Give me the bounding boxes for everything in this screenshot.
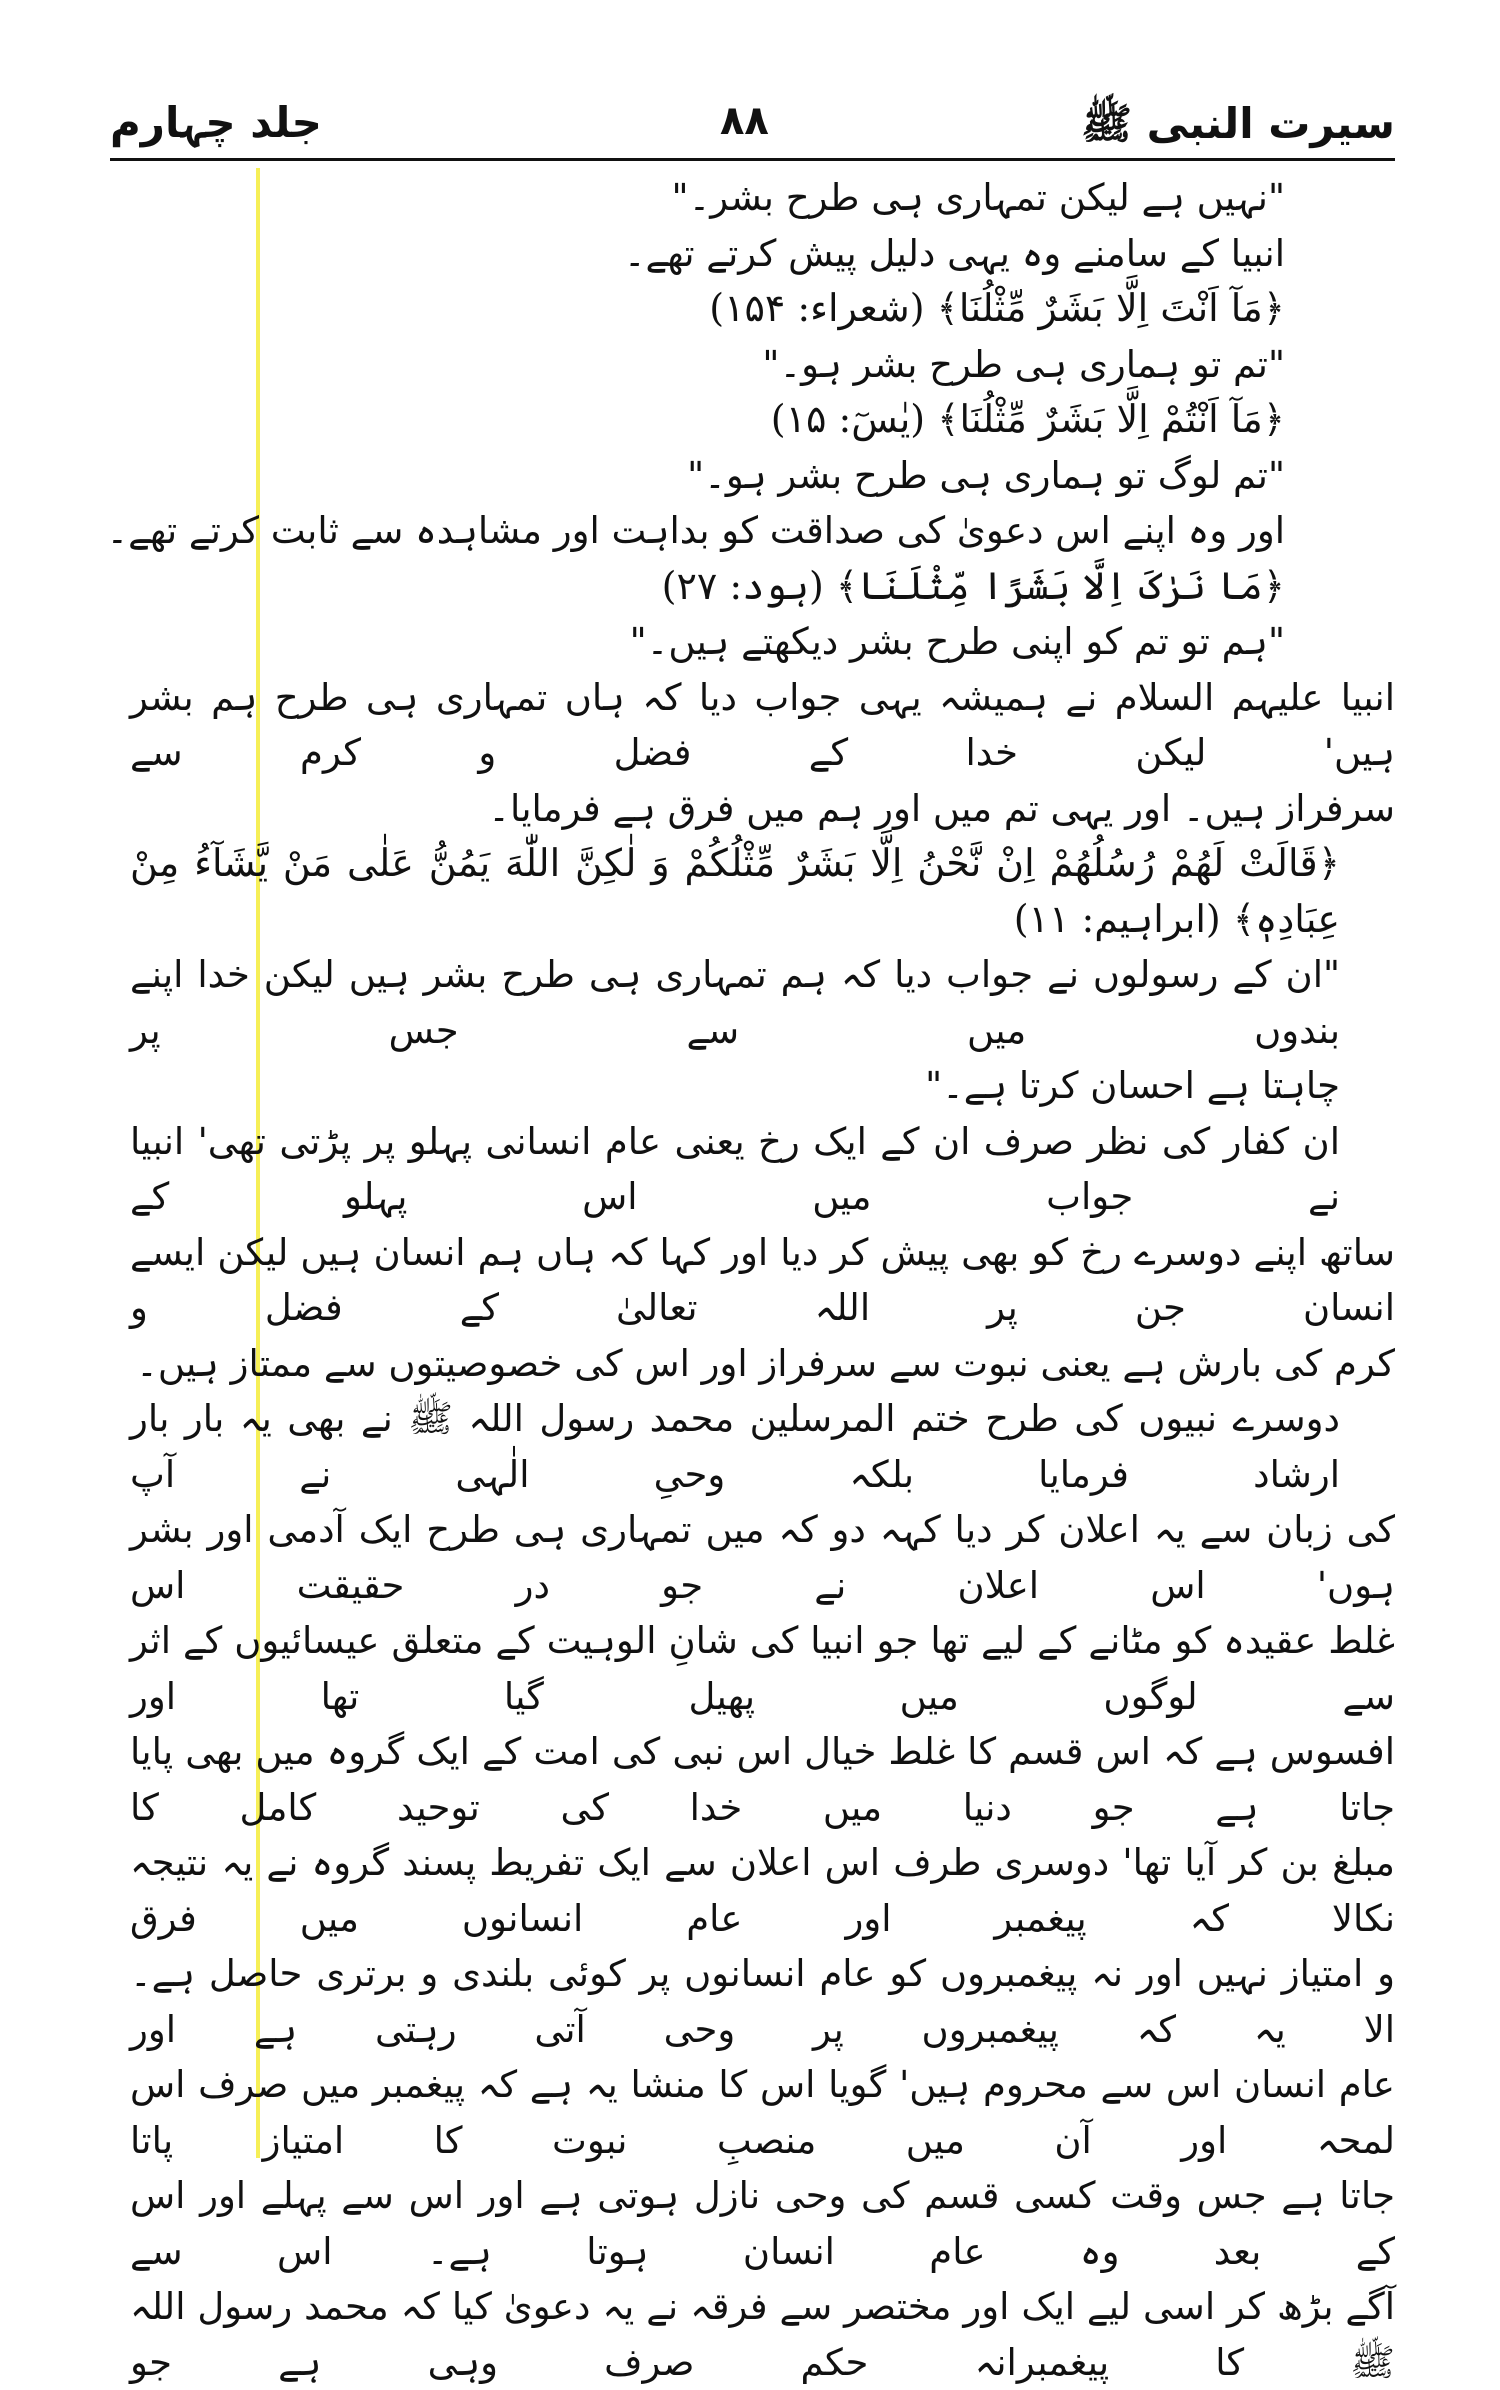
text-line: "تم لوگ تو ہماری ہی طرح بشر ہو۔" <box>687 453 1285 497</box>
text-line: آگے بڑھ کر اسی لیے ایک اور مختصر سے فرقہ نے یہ دعویٰ کیا کہ محمد رسول اللہ ﷺ کا پیغمبرانہ حکم صرف وہی ہے جو <box>130 2285 1395 2384</box>
text-line: سرفراز ہیں۔ اور یہی تم میں اور ہم میں فرق ہے فرمایا۔ <box>488 786 1395 830</box>
quran-verse-line: ﴿مَآ اَنْتَ اِلَّا بَشَرٌ مِّثْلُنَا﴾ (شعراء: ۱۵۴) <box>709 286 1285 330</box>
text-line: دوسرے نبیوں کی طرح ختم المرسلین محمد رسول اللہ ﷺ نے بھی یہ بار بار ارشاد فرمایا بلکہ وحیِ الٰہی نے آپ <box>130 1397 1340 1496</box>
text-line: مبلغ بن کر آیا تھا' دوسری طرف اس اعلان سے ایک تفریط پسند گروہ نے یہ نتیجہ نکالا کہ پیغمبر اور عام انسانوں میں فرق <box>130 1841 1395 1940</box>
page-body <box>106 170 1395 2390</box>
text-line: "ان کے رسولوں نے جواب دیا کہ ہم تمہاری ہی طرح بشر ہیں لیکن خدا اپنے بندوں میں سے جس پر <box>130 953 1340 1052</box>
page-number: ۸۸ <box>720 98 769 144</box>
text-line: ساتھ اپنے دوسرے رخ کو بھی پیش کر دیا اور کہا کہ ہاں ہم انسان ہیں لیکن ایسے انسان جن پر اللہ تعالیٰ کے فضل و <box>130 1230 1395 1329</box>
text-line: افسوس ہے کہ اس قسم کا غلط خیال اس نبی کی امت کے ایک گروہ میں بھی پایا جاتا ہے جو دنیا میں خدا کی توحید کامل کا <box>130 1730 1395 1829</box>
quran-verse-line: ﴿مَآ اَنْتُمْ اِلَّا بَشَرٌ مِّثْلُنَا﴾ (یٰسٓ: ۱۵) <box>770 397 1285 441</box>
text-line: "نہیں ہے لیکن تمہاری ہی طرح بشر۔" <box>671 176 1285 219</box>
volume-label: جلد چہارم <box>110 98 322 147</box>
text-line: جاتا ہے جس وقت کسی قسم کی وحی نازل ہوتی ہے اور اس سے پہلے اور اس کے بعد وہ عام انسان ہوتا ہے۔ اس سے <box>130 2174 1395 2273</box>
text-line: ان کفار کی نظر صرف ان کے ایک رخ یعنی عام انسانی پہلو پر پڑتی تھی' انبیا نے جواب میں اس پہلو کے <box>130 1119 1340 1218</box>
book-title: سیرت النبی ﷺ <box>1081 99 1395 148</box>
quran-verse-line: عِبَادِهٖ﴾ (ابراہیم: ۱۱) <box>1013 896 1340 941</box>
text-line: انبیا کے سامنے وہ یہی دلیل پیش کرتے تھے۔ <box>623 231 1285 275</box>
text-line: چاہتا ہے احسان کرتا ہے۔" <box>925 1064 1340 1107</box>
text-line: عام انسان اس سے محروم ہیں' گویا اس کا منشا یہ ہے کہ پیغمبر میں صرف اس لمحہ اور آن میں منصبِ نبوت کا امتیاز پاتا <box>130 2063 1395 2162</box>
quran-verse-line: ﴿مَا نَرٰکَ اِلَّا بَشَرًا مِّثْلَنَا﴾ (ہود: ۲۷) <box>661 563 1285 608</box>
text-line: انبیا علیہم السلام نے ہمیشہ یہی جواب دیا کہ ہاں تمہاری ہی طرح ہم بشر ہیں' لیکن خدا کے فضل و کرم سے <box>130 675 1395 774</box>
header-divider <box>110 158 1395 161</box>
page-header <box>110 92 1395 152</box>
text-line: غلط عقیدہ کو مٹانے کے لیے تھا جو انبیا کی شانِ الوہیت کے متعلق عیسائیوں کے اثر سے لوگوں میں پھیل گیا تھا اور <box>130 1619 1395 1718</box>
text-line: "تم تو ہماری ہی طرح بشر ہو۔" <box>762 342 1285 386</box>
text-line: "ہم تو تم کو اپنی طرح بشر دیکھتے ہیں۔" <box>629 620 1285 663</box>
text-line: کرم کی بارش ہے یعنی نبوت سے سرفراز اور اس کی خصوصیتوں سے ممتاز ہیں۔ <box>136 1341 1395 1385</box>
quran-verse-line: ﴿قَالَتْ لَهُمْ رُسُلُهُمْ اِنْ نَّحْنُ اِلَّا بَشَرٌ مِّثْلُكُمْ وَ لٰكِنَّ اللّٰهَ يَمُنُّ عَلٰى مَنْ يَّشَآءُ مِنْ <box>130 841 1340 885</box>
text-line: اور وہ اپنے اس دعویٰ کی صداقت کو بداہت اور مشاہدہ سے ثابت کرتے تھے۔ <box>106 509 1285 552</box>
text-line: کی زبان سے یہ اعلان کر دیا کہہ دو کہ میں تمہاری ہی طرح ایک آدمی اور بشر ہوں' اس اعلان نے جو در حقیقت اس <box>130 1508 1395 1607</box>
text-line: و امتیاز نہیں اور نہ پیغمبروں کو عام انسانوں پر کوئی بلندی و برتری حاصل ہے۔ الا یہ کہ پیغمبروں پر وحی آتی رہتی ہے اور <box>130 1952 1395 2051</box>
